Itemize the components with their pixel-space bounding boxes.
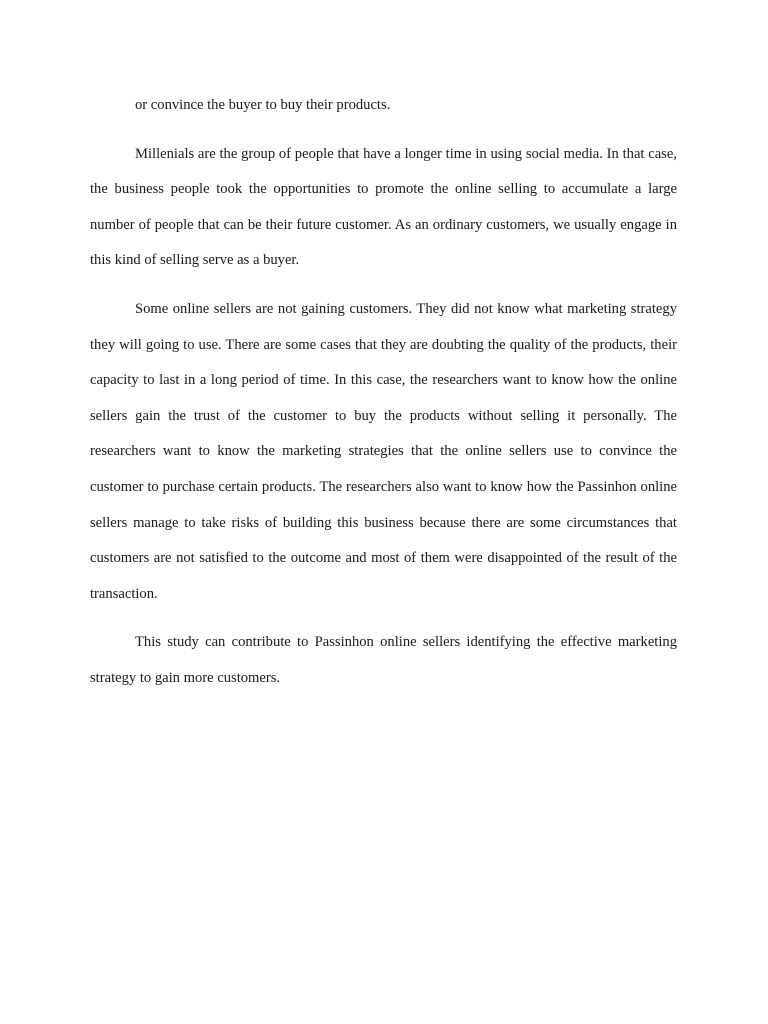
paragraph-1: or convince the buyer to buy their products. bbox=[135, 97, 391, 113]
document-body bbox=[90, 88, 677, 697]
paragraph-3: Some online sellers are not gaining customers. They did not know what marketing strategy they will going to use. There are some cases that they are doubting the quality of the products, their capacity to last in a long period of time. In this case, the researchers want to know how the online sellers gain the trust of the customer to buy the products without selling it personally. The researchers want to know the marketing strategies that the online sellers use to convince the customer to purchase certain products. The researchers also want to know how the Passinhon online sellers manage to take risks of building this business because there are some circumstances that customers are not satisfied to the outcome and most of them were disappointed of the result of the transaction. bbox=[90, 300, 677, 602]
paragraph-4: This study can contribute to Passinhon online sellers identifying the effective marketing strategy to gain more customers. bbox=[90, 634, 677, 686]
paragraph-2: Millenials are the group of people that have a longer time in using social media. In that case, the business people took the opportunities to promote the online selling to accumulate a large number of people that can be their future customer. As an ordinary customers, we usually engage in this kind of selling serve as a buyer. bbox=[90, 145, 677, 269]
